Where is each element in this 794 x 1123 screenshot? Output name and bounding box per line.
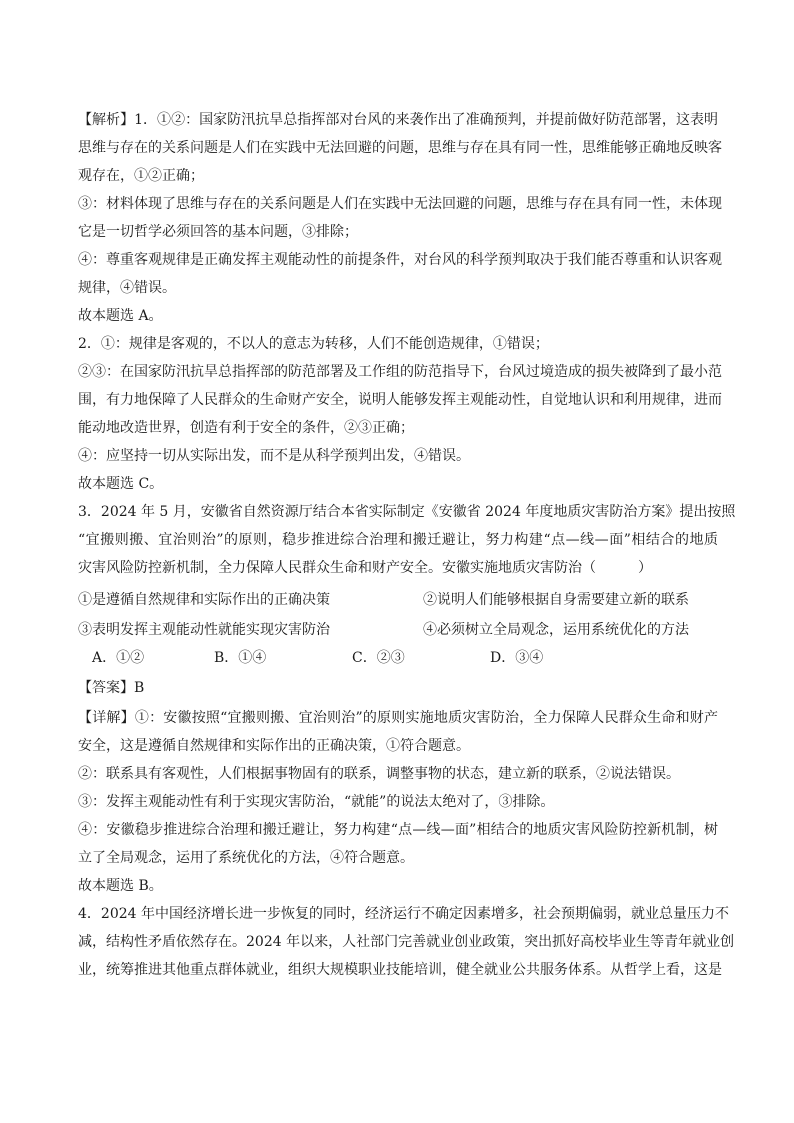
- text-line: 立了全局观念，运用了系统优化的方法，④符合题意。: [78, 850, 414, 866]
- choice-b: B．①④: [214, 650, 267, 666]
- text-line: ④：安徽稳步推进综合治理和搬迁避让，努力构建“点—线—面”相结合的地质灾害风险防控新机制，树: [78, 822, 718, 838]
- question-3-stem: 3．2024 年 5 月，安徽省自然资源厅结合本省实际制定《安徽省 2024 年度地质灾害防治方案》提出按照: [78, 504, 736, 520]
- choice-d: D．③④: [490, 650, 544, 666]
- text-line: ④：应坚持一切从实际出发，而不是从科学预判出发，④错误。: [78, 448, 470, 464]
- text-line: 故本题选 B。: [78, 878, 163, 894]
- text-line: 围，有力地保障了人民群众的生命财产安全，说明人能够发挥主观能动性，自觉地认识和利用规律，进而: [78, 392, 722, 408]
- text-line: 业，统筹推进其他重点群体就业，组织大规模职业技能培训，健全就业公共服务体系。从哲学上看，这是: [78, 962, 722, 978]
- choice-row: [78, 648, 718, 668]
- answer-label: 【答案】B: [78, 680, 145, 696]
- text-line: 观存在，①②正确；: [78, 168, 204, 184]
- text-line: ②：联系具有客观性，人们根据事物固有的联系，调整事物的状态，建立新的联系，②说法错误。: [78, 766, 680, 782]
- text-line: 思维与存在的关系问题是人们在实践中无法回避的问题，思维与存在具有同一性，思维能够正确地反映客: [78, 140, 722, 156]
- option-3: ③表明发挥主观能动性就能实现灾害防治: [78, 622, 330, 638]
- option-2: ②说明人们能够根据自身需要建立新的联系: [423, 592, 689, 608]
- text-line: 能动地改造世界，创造有利于安全的条件，②③正确；: [78, 420, 414, 436]
- choice-c: C．②③: [352, 650, 405, 666]
- text-line: 规律，④错误。: [78, 280, 176, 296]
- option-row: [78, 590, 718, 610]
- text-line: 减，结构性矛盾依然存在。2024 年以来，人社部门完善就业创业政策，突出抓好高校毕业生等青年就业创: [78, 934, 735, 950]
- text-line: 2．①：规律是客观的，不以人的意志为转移，人们不能创造规律，①错误；: [78, 336, 549, 352]
- option-row: [78, 620, 718, 640]
- question-4-stem: 4．2024 年中国经济增长进一步恢复的同时，经济运行不确定因素增多，社会预期偏弱，就业总量压力不: [78, 906, 729, 922]
- text-line: 【详解】①：安徽按照“宜搬则搬、宜治则治”的原则实施地质灾害防治，全力保障人民群众生命和财产: [78, 710, 718, 726]
- text-line: ③：材料体现了思维与存在的关系问题是人们在实践中无法回避的问题，思维与存在具有同一性，未体现: [78, 196, 722, 212]
- text-line: 灾害风险防控新机制，全力保障人民群众生命和财产安全。安徽实施地质灾害防治（ ）: [78, 560, 652, 576]
- choice-a: A．①②: [92, 650, 145, 666]
- text-line: 安全，这是遵循自然规律和实际作出的正确决策，①符合题意。: [78, 738, 470, 754]
- text-line: ④：尊重客观规律是正确发挥主观能动性的前提条件，对台风的科学预判取决于我们能否尊重和认识客观: [78, 252, 722, 268]
- text-line: 【解析】1．①②：国家防汛抗旱总指挥部对台风的来袭作出了准确预判，并提前做好防范部署，这表明: [78, 112, 718, 128]
- text-line: 故本题选 A。: [78, 308, 163, 324]
- text-line: 它是一切哲学必须回答的基本问题，③排除；: [78, 224, 358, 240]
- option-4: ④必须树立全局观念，运用系统优化的方法: [423, 622, 689, 638]
- text-line: 故本题选 C。: [78, 476, 164, 492]
- option-1: ①是遵循自然规律和实际作出的正确决策: [78, 592, 330, 608]
- text-line: ③：发挥主观能动性有利于实现灾害防治，“就能”的说法太绝对了，③排除。: [78, 794, 555, 810]
- text-line: ②③：在国家防汛抗旱总指挥部的防范部署及工作组的防范指导下，台风过境造成的损失被降到了最小范: [78, 364, 722, 380]
- text-line: “宜搬则搬、宜治则治”的原则，稳步推进综合治理和搬迁避让，努力构建“点—线—面”相结合的地质: [78, 532, 718, 548]
